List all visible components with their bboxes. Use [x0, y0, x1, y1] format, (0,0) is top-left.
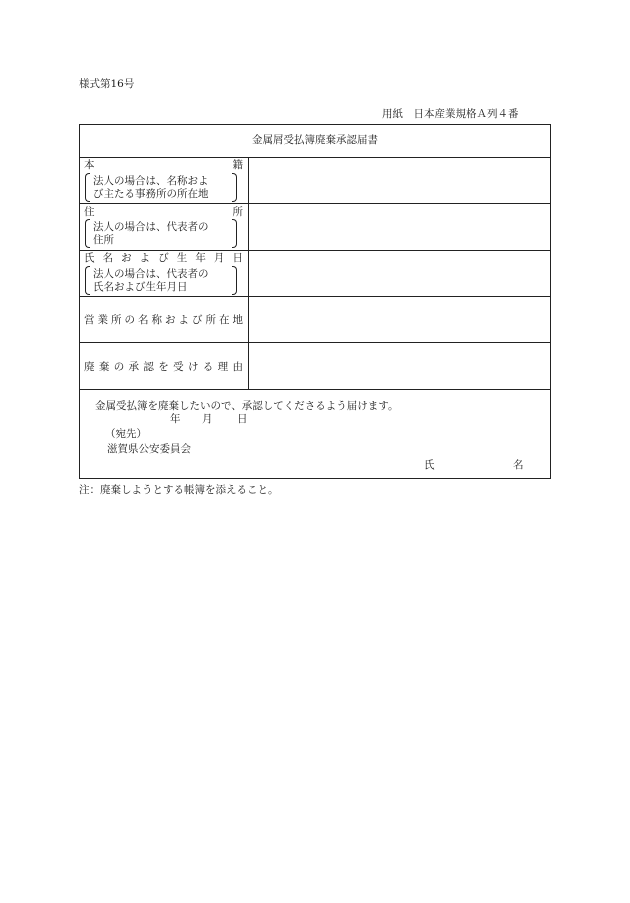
column-divider — [248, 157, 249, 389]
note-bracket — [85, 219, 237, 248]
footer-note: 注：廃棄しようとする帳簿を添えること。 — [79, 484, 279, 496]
note-line: び主たる事務所の所在地 — [93, 188, 209, 200]
form-title: 金属屑受払簿廃棄承認届書 — [252, 134, 378, 146]
date-day-label: 日 — [237, 413, 248, 425]
label-honseki: 本籍 — [84, 159, 243, 171]
date-year-label: 年 — [170, 413, 181, 425]
addressee: 滋賀県公安委員会 — [107, 443, 191, 455]
label-reason: 廃棄の承認を受ける理由 — [84, 361, 243, 373]
note-line: 住所 — [93, 234, 114, 246]
note-bracket — [85, 173, 237, 202]
field-honseki[interactable] — [250, 158, 550, 203]
field-jusho[interactable] — [250, 204, 550, 249]
name-label-1: 氏 — [424, 459, 435, 471]
addressee-prefix: （宛先） — [105, 428, 147, 440]
row-divider — [79, 389, 551, 390]
field-name-birthdate[interactable] — [250, 251, 550, 295]
label-office: 営業所の名称および所在地 — [84, 314, 243, 326]
note-line: 氏名および生年月日 — [93, 281, 188, 293]
label-jusho: 住所 — [84, 206, 243, 218]
form-number: 様式第16号 — [79, 78, 135, 90]
name-label-2: 名 — [513, 459, 524, 471]
field-reason[interactable] — [250, 343, 550, 388]
note-line: 法人の場合は、代表者の — [93, 268, 209, 280]
field-office[interactable] — [250, 297, 550, 341]
note-bracket — [85, 266, 237, 295]
paper-spec: 用紙 日本産業規格Ａ列４番 — [382, 108, 519, 120]
note-line: 法人の場合は、名称およ — [93, 175, 209, 187]
date-month-label: 月 — [202, 413, 213, 425]
label-name-birthdate: 氏名および生年月日 — [84, 252, 243, 264]
statement: 金属受払簿を廃棄したいので、承認してくださるよう届けます。 — [95, 400, 399, 412]
note-line: 法人の場合は、代表者の — [93, 221, 209, 233]
